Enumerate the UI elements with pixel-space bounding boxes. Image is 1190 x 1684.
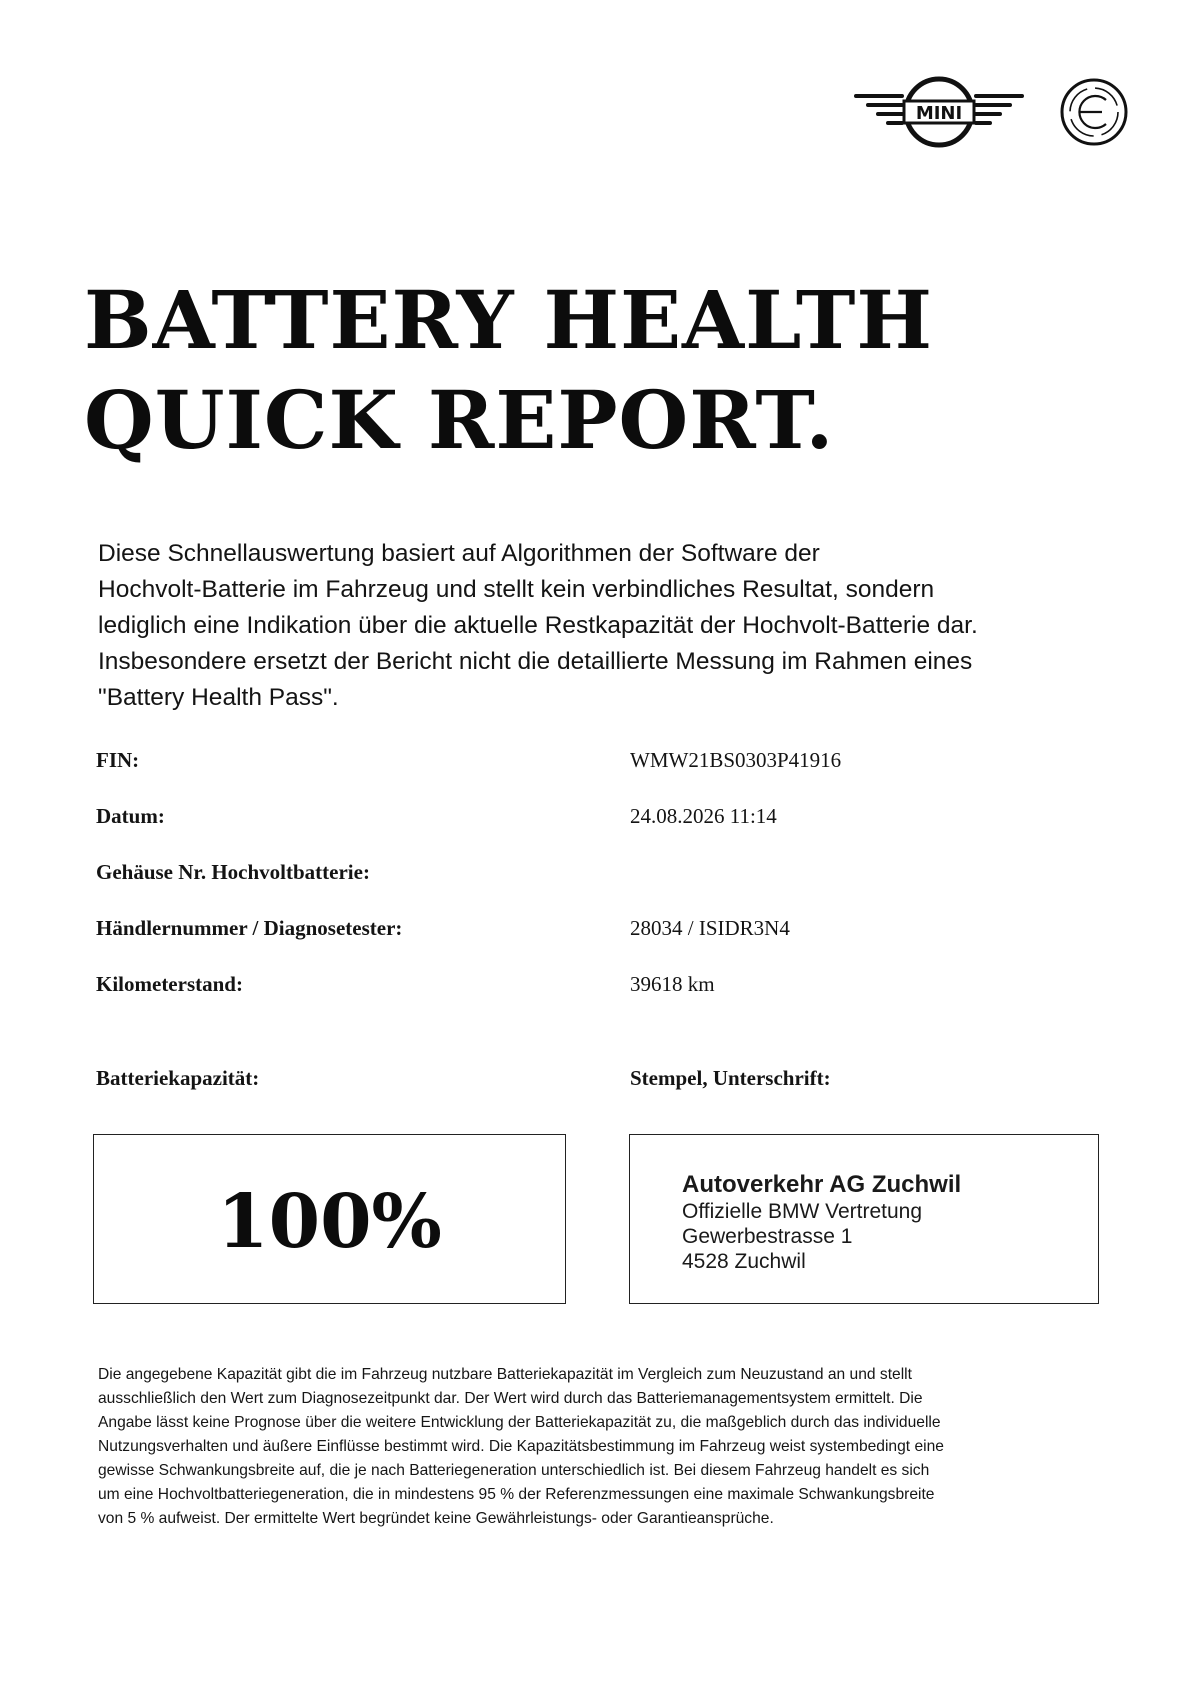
stamp-line: Offizielle BMW Vertretung xyxy=(682,1200,923,1223)
disclaimer-paragraph xyxy=(98,1363,1083,1531)
disclaimer-line: um eine Hochvoltbatteriegeneration, die in mindestens 95 % der Referenzmessungen eine maximale Schwankungsbreite xyxy=(98,1486,935,1503)
disclaimer-line: Nutzungsverhalten und äußere Einflüsse bestimmt wird. Die Kapazitätsbestimmung im Fahrzeug weist systembedingt eine xyxy=(98,1438,944,1455)
disclaimer-line: Die angegebene Kapazität gibt die im Fahrzeug nutzbare Batteriekapazität im Vergleich zum Neuzustand an und stellt xyxy=(98,1366,912,1383)
intro-line: Insbesondere ersetzt der Bericht nicht die detaillierte Messung im Rahmen eines xyxy=(98,648,973,675)
dealer-value: 28034 / ISIDR3N4 xyxy=(630,916,790,940)
capacity-label: Batteriekapazität: xyxy=(96,1066,260,1090)
intro-paragraph xyxy=(98,536,1108,716)
mileage-label: Kilometerstand: xyxy=(96,972,243,996)
fin-value: WMW21BS0303P41916 xyxy=(630,748,842,772)
battery-housing-label: Gehäuse Nr. Hochvoltbatterie: xyxy=(96,860,370,884)
capacity-value: 100% xyxy=(217,1179,442,1265)
dealer-label: Händlernummer / Diagnosetester: xyxy=(96,916,403,940)
mini-brand-text: MINI xyxy=(915,103,963,124)
intro-line: Diese Schnellauswertung basiert auf Algorithmen der Software der xyxy=(98,540,820,567)
date-value: 24.08.2026 11:14 xyxy=(630,804,777,828)
disclaimer-line: ausschließlich den Wert zum Diagnosezeitpunkt dar. Der Wert wird durch das Batteriemanagementsystem ermittelt. Die xyxy=(98,1390,923,1407)
vehicle-info-list xyxy=(96,748,996,1028)
disclaimer-line: Angabe lässt keine Prognose über die weitere Entwicklung der Batteriekapazität zu, die maßgeblich durch das individuelle xyxy=(98,1414,941,1431)
info-row-fin xyxy=(96,748,996,804)
disclaimer-line: von 5 % aufweist. Der ermittelte Wert begründet keine Gewährleistungs- oder Garantieansprüche. xyxy=(98,1510,774,1527)
intro-line: "Battery Health Pass". xyxy=(98,684,339,711)
date-label: Datum: xyxy=(96,804,165,828)
report-title xyxy=(84,270,933,470)
electric-e-logo-icon xyxy=(1058,76,1130,148)
info-row-date xyxy=(96,804,996,860)
info-row-mileage xyxy=(96,972,996,1028)
intro-line: lediglich eine Indikation über die aktuelle Restkapazität der Hochvolt-Batterie dar. xyxy=(98,612,978,639)
intro-line: Hochvolt-Batterie im Fahrzeug und stellt kein verbindliches Resultat, sondern xyxy=(98,576,935,603)
stamp-company: Autoverkehr AG Zuchwil xyxy=(682,1171,962,1198)
logo-area xyxy=(854,72,1130,152)
info-row-battery-housing xyxy=(96,860,996,916)
fin-label: FIN: xyxy=(96,748,140,772)
stamp-label: Stempel, Unterschrift: xyxy=(630,1066,831,1090)
dealer-stamp-box xyxy=(629,1134,1099,1304)
mini-wings-logo-icon xyxy=(854,72,1024,152)
section-labels xyxy=(96,1066,996,1091)
disclaimer-line: gewisse Schwankungsbreite auf, die je nach Batteriegeneration unterschiedlich ist. Bei diesem Fahrzeug handelt es sich xyxy=(98,1462,930,1479)
stamp-line: 4528 Zuchwil xyxy=(682,1250,806,1273)
stamp-line: Gewerbestrasse 1 xyxy=(682,1225,853,1248)
report-title-line-2: QUICK REPORT. xyxy=(84,373,835,467)
report-title-line-1: BATTERY HEALTH xyxy=(84,273,933,367)
mileage-value: 39618 km xyxy=(630,972,715,996)
info-row-dealer xyxy=(96,916,996,972)
capacity-box xyxy=(93,1134,566,1304)
